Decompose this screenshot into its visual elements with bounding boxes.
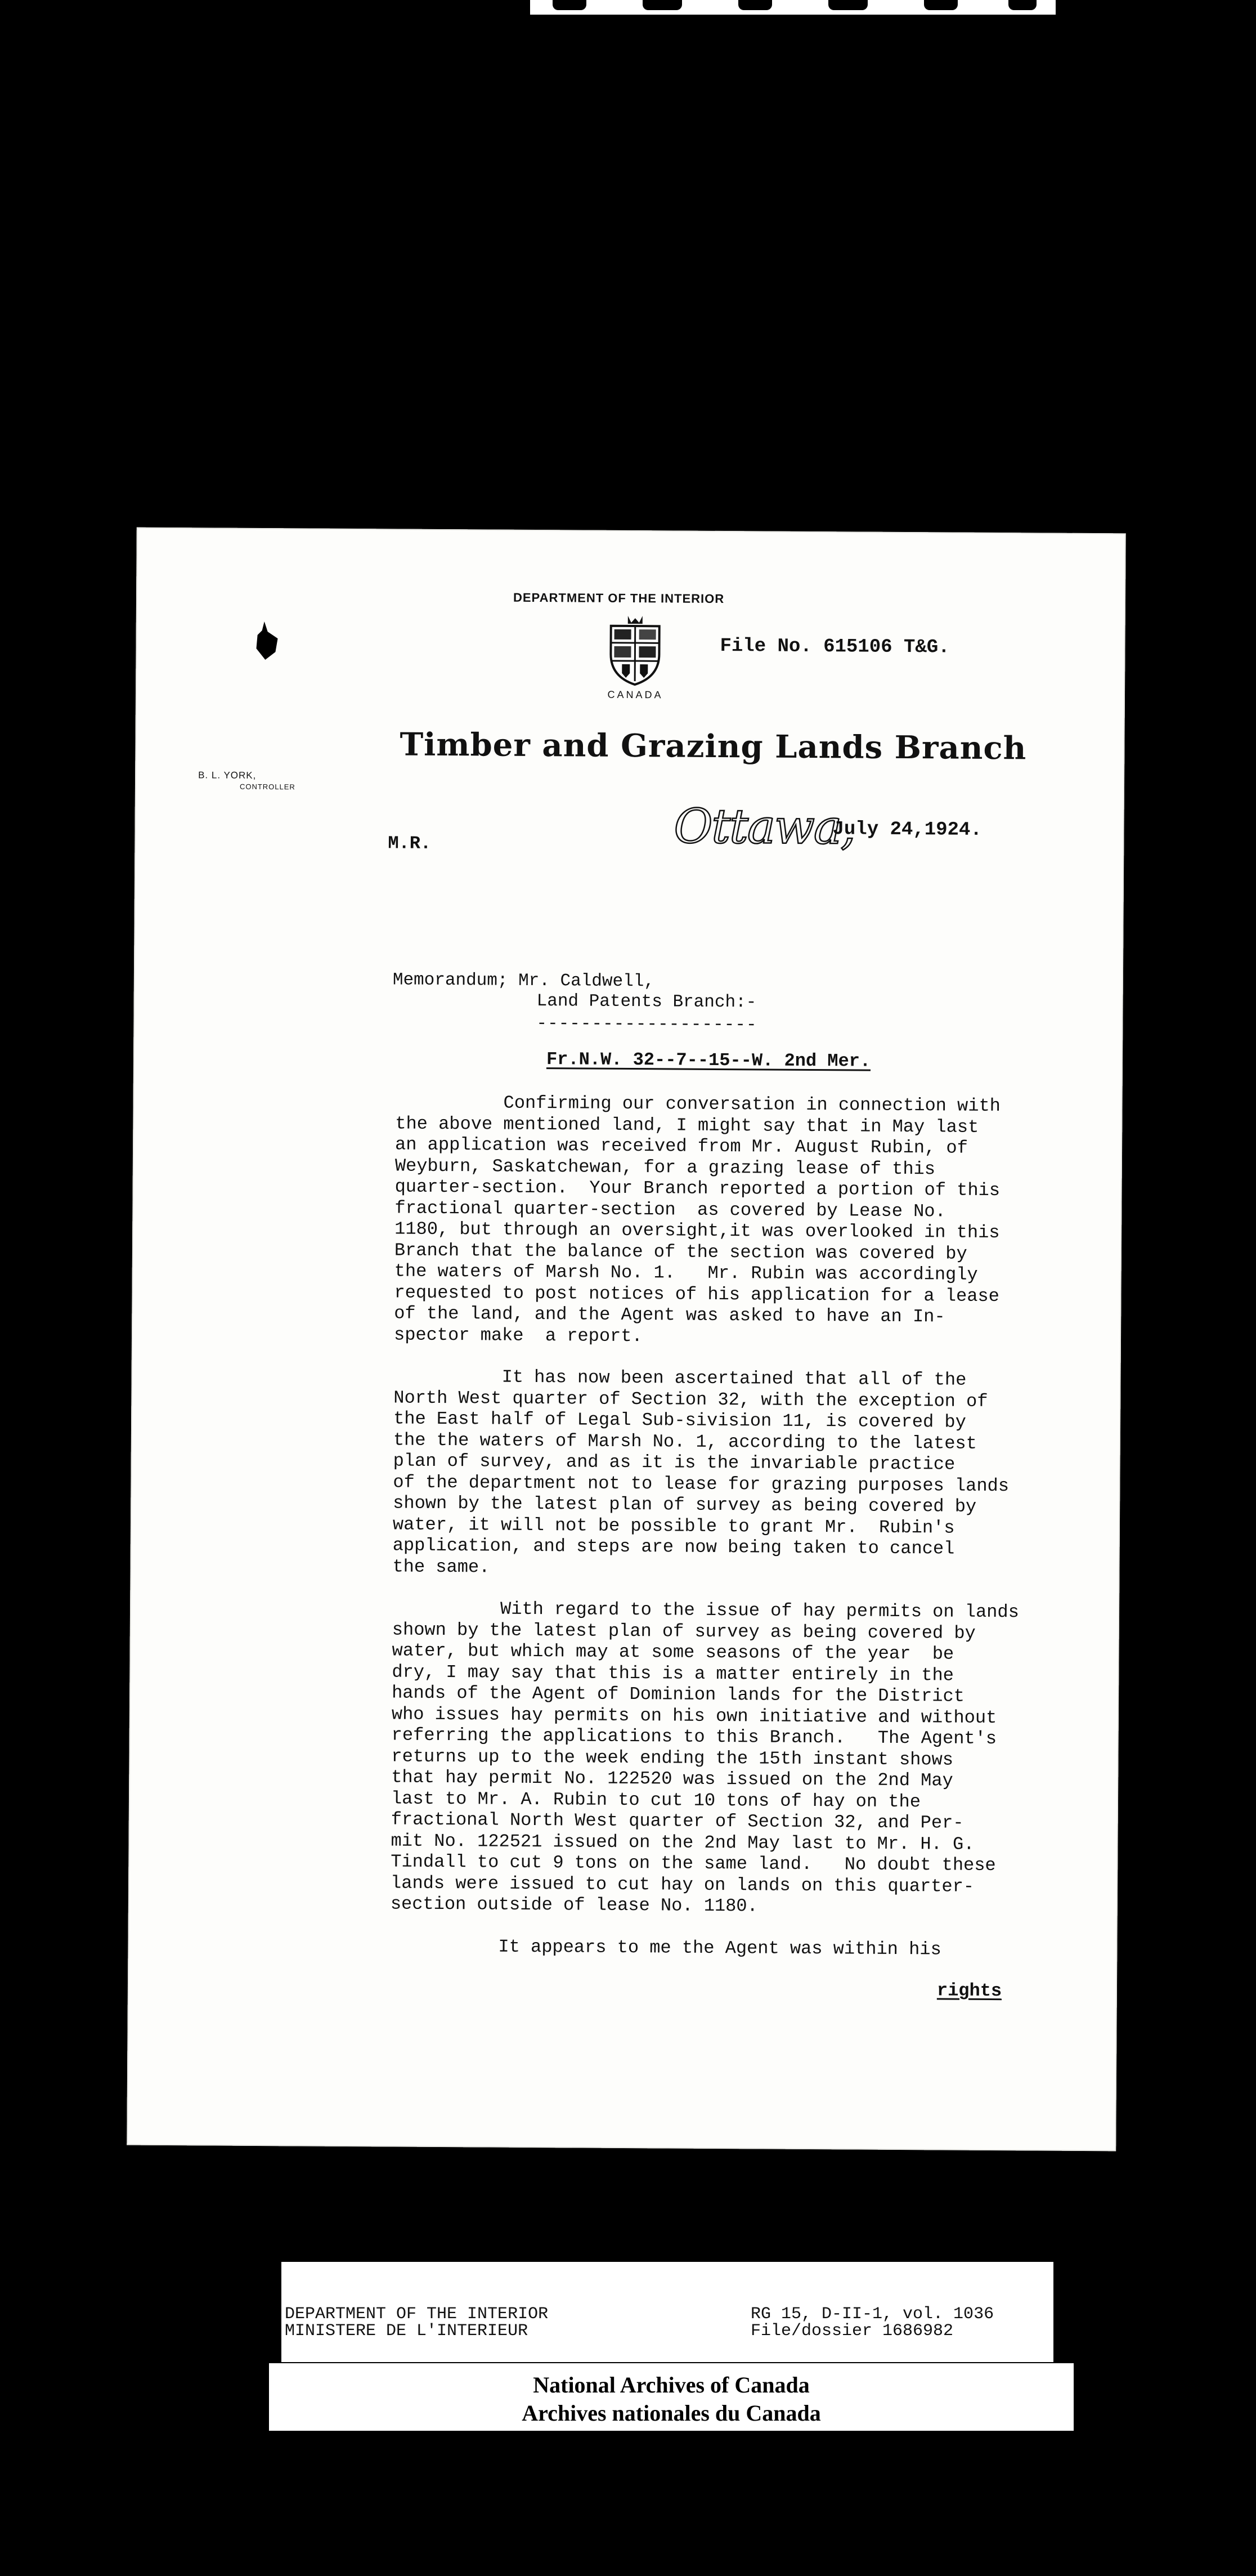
archive-reference bbox=[751, 2306, 994, 2340]
strip-mark bbox=[1008, 0, 1037, 10]
document-page bbox=[127, 527, 1126, 2152]
top-film-strip bbox=[530, 0, 1056, 15]
archives-name-fr: Archives nationales du Canada bbox=[522, 2400, 821, 2426]
controller-name: B. L. YORK, bbox=[198, 770, 257, 781]
strip-mark bbox=[738, 0, 772, 10]
file-number: File No. 615106 T&G. bbox=[720, 635, 950, 659]
memo-recipient-line: Land Patents Branch:- bbox=[536, 991, 757, 1013]
archive-dept-en: DEPARTMENT OF THE INTERIOR bbox=[285, 2305, 549, 2324]
memo-recipient bbox=[393, 970, 757, 1013]
archive-dept-fr: MINISTERE DE L'INTERIEUR bbox=[285, 2322, 528, 2341]
letter-date: July 24,1924. bbox=[832, 819, 982, 841]
catchword: rights bbox=[936, 1980, 1002, 2002]
coat-of-arms-icon bbox=[605, 615, 665, 686]
ink-blot bbox=[253, 621, 280, 661]
memo-separator: -------------------- bbox=[536, 1014, 757, 1035]
country-caption: CANADA bbox=[607, 688, 663, 701]
archive-ref-volume: RG 15, D-II-1, vol. 1036 bbox=[751, 2305, 994, 2324]
memo-recipient-line: Memorandum; Mr. Caldwell, bbox=[392, 970, 655, 992]
body-paragraph: It has now been ascertained that all of the North West quarter of Section 32, with the exception of the East half of Legal Sub-sivision 11, is covered by the the waters of Marsh No. 1, according to the latest plan of survey, and as it is the invariable practice of the department not to lease for grazing purposes lands shown by the latest plan of survey as being covered by water, it will not be possible to grant Mr. Rubin's application, and steps are now being taken to cancel the same. bbox=[392, 1366, 1010, 1578]
branch-heading: Timber and Grazing Lands Branch bbox=[400, 726, 1027, 767]
strip-mark bbox=[643, 0, 682, 10]
place-name: Ottawa, bbox=[674, 798, 855, 855]
controller-title: CONTROLLER bbox=[239, 782, 295, 791]
department-heading: DEPARTMENT OF THE INTERIOR bbox=[513, 590, 725, 606]
memo-subject: Fr.N.W. 32--7--15--W. 2nd Mer. bbox=[546, 1049, 871, 1072]
body-paragraph: Confirming our conversation in connection with the above mentioned land, I might say that in May last an application was received from Mr. August Rubin, of Weyburn, Saskatchewan, for a grazing lease of this quarter-section. Your Branch reported a portion of this fractional quarter-section as covered by Lease No. 1180, but through an oversight,it was overlooked in this Branch that the balance of the section was covered by the waters of Marsh No. 1. Mr. Rubin was accordingly requested to post notices of his application for a lease of the land, and the Agent was asked to have an In- spector make a report. bbox=[393, 1092, 1001, 1347]
body-paragraph: With regard to the issue of hay permits on lands shown by the latest plan of survey as being covered by water, but which may at some seasons of the year be dry, I may say that this is a matter entirely in the hands of the Agent of Dominion lands for the District who issues hay permits on his own initiative and without referring the applications to this Branch. The Agent's returns up to the week ending the 15th instant shows that hay permit No. 122520 was issued on the 2nd May last to Mr. A. Rubin to cut 10 tons of hay on the fractional North West quarter of Section 32, and Per- mit No. 122521 issued on the 2nd May last to Mr. H. G. Tindall to cut 9 tons on the same land. No doubt these lands were issued to cut hay on lands on this quarter- section outside of lease No. 1180. bbox=[390, 1598, 1019, 1917]
body-paragraph: It appears to me the Agent was within his bbox=[390, 1935, 941, 1960]
archive-department bbox=[285, 2306, 548, 2340]
strip-mark bbox=[553, 0, 586, 10]
archives-caption bbox=[269, 2362, 1074, 2431]
strip-mark bbox=[924, 0, 958, 10]
archives-name-en: National Archives of Canada bbox=[533, 2372, 810, 2398]
memo-body bbox=[390, 1092, 1127, 1982]
archive-reference-text bbox=[285, 2306, 1050, 2350]
strip-mark bbox=[828, 0, 868, 10]
reference-initials: M.R. bbox=[388, 833, 432, 854]
archive-ref-file: File/dossier 1686982 bbox=[751, 2322, 954, 2341]
